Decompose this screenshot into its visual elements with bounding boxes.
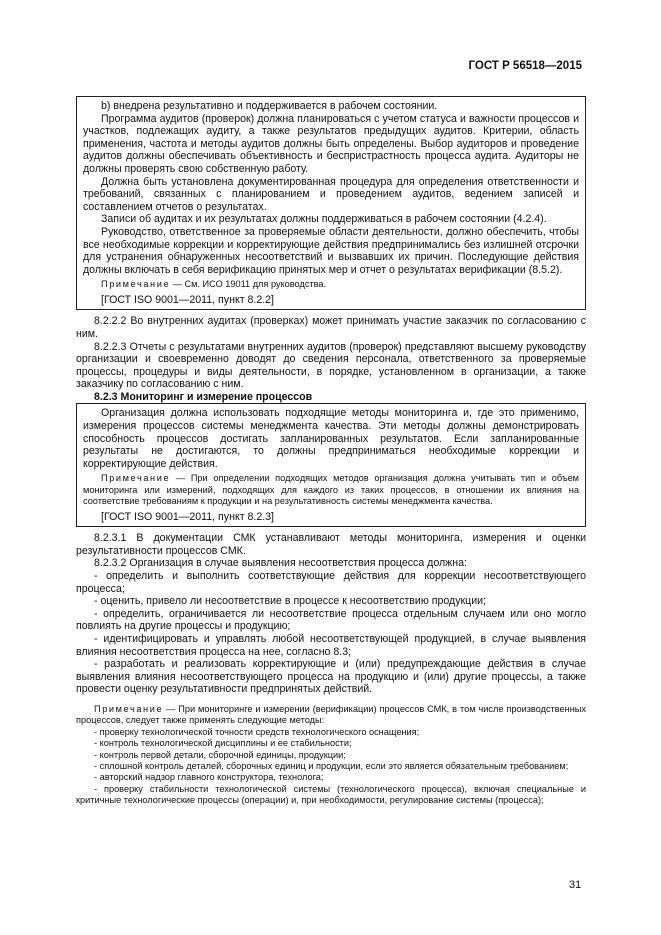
management-responsibility-paragraph: Руководство, ответственное за проверяемые области деятельности, должно обеспечить, чтобы все необходимые коррекции и корректирующие действия предпринимались без излишней отсрочки для устранения обнаруженных несоответствий и вызвавших их причин. Последующие действия должны включать в себя верификацию принятых мер и отчет о результатах верификации (8.5.2). bbox=[83, 225, 579, 276]
note-label: Примечание bbox=[94, 703, 164, 714]
monitoring-methods-paragraph: Организация должна использовать подходящие методы мониторинга и, где это применимо, измерения процессов системы менеджмента качества. Эти методы должны демонстрировать способность процессов достигать запланированных результатов. Если запланированные результаты не достигаются, то должны предприниматься необходимые коррекции и корректирующие действия. bbox=[83, 407, 579, 470]
note-list-item: - проверку стабильности технологической системы (технологического процесса), включая специальные и критичные технологические процессы (операции) и, при необходимости, регулирование системы (процесса); bbox=[76, 783, 586, 806]
note-text: — См. ИСО 19011 для руководства. bbox=[170, 279, 327, 290]
audit-records-paragraph: Записи об аудитах и их результатах должны поддерживаться в рабочем состоянии (4.2.4). bbox=[101, 213, 547, 226]
bullet-item: - идентифицировать и управлять любой несоответствующей продукцией, в случае выявления влияния несоответствия процесса на нее, согласно 8.3; bbox=[76, 633, 586, 658]
note-list-item: - контроль технологической дисциплины и ее стабильности; bbox=[94, 738, 352, 749]
documented-procedure-paragraph: Должна быть установлена документированная процедура для определения ответственности и требований, связанных с планированием и проведением аудитов, ведением записей и составлением отчетов о результатах. bbox=[83, 175, 579, 213]
bullet-item: - оценить, привело ли несоответствие в процессе к несоответствию продукции; bbox=[94, 595, 486, 608]
note-list-item: - контроль первой детали, сборочной единицы, продукции; bbox=[94, 749, 346, 760]
note-text: — При мониторинге и измерении (верификации) процессов СМК, в том числе производственных процессов, следует также применять следующие методы: bbox=[76, 703, 586, 726]
audit-program-paragraph: Программа аудитов (проверок) должна планироваться с учетом статуса и важности процессов и участков, подлежащих аудиту, а также результатов предыдущих аудитов. Критерии, область применения, частота и методы аудитов должны быть определены. Выбор аудиторов и проведение аудитов должны обеспечивать объективность и беспристрастность процесса аудита. Аудиторы не должны проверять свою собственную работу. bbox=[83, 112, 579, 175]
note-label: Примечание bbox=[101, 279, 171, 290]
quoted-standard-box-2 bbox=[76, 403, 586, 527]
note-text: — При определении подходящих методов организация должна учитывать тип и объем мониторинга или измерений, подходящих для каждого из таких процессов, в отношении их влияния на соответствие требованиям к продукции и на результативность системы менеджмента качества. bbox=[83, 473, 579, 507]
clause-8-2-2-3: 8.2.2.3 Отчеты с результатами внутренних аудитов (проверок) представляют высшему руководству организации и своевременно доводят до сведения персонала, ответственного за проверяемые процессы, процедуры и виды деятельности, в порядке, установленном в организации, а также заказчику по согласованию с ним. bbox=[76, 340, 586, 391]
note-list-item: - сплошной контроль деталей, сборочных единиц и продукции, если это является обязательным требованием; bbox=[94, 761, 569, 771]
quoted-standard-box-1 bbox=[76, 96, 586, 310]
bullet-item: - определить, ограничивается ли несоответствие процесса отдельным случаем или оно могло повлиять на другие процессы и продукцию; bbox=[76, 607, 586, 633]
bullet-item: - определить и выполнить соответствующие действия для коррекции несоответствующего процесса; bbox=[76, 570, 586, 595]
note-2 bbox=[83, 473, 579, 507]
note-list-item: - проверку технологической точности средств технологического оснащения; bbox=[94, 726, 420, 737]
note-1 bbox=[83, 279, 579, 290]
bullet-item: - разработать и реализовать корректирующие и (или) предупреждающие действия в случае выявления влияния несоответствующего процесса на продукцию и (или) другие процессы, а также провести оценку результативности предпринятых действий. bbox=[76, 658, 586, 696]
item-b: b) внедрена результативно и поддерживается в рабочем состоянии. bbox=[101, 100, 438, 112]
standard-reference-1: [ГОСТ ISO 9001—2011, пункт 8.2.2] bbox=[101, 293, 274, 306]
page-content bbox=[76, 96, 586, 807]
document-header: ГОСТ Р 56518—2015 bbox=[468, 60, 582, 72]
note-list-item: - авторский надзор главного конструктора, технолога; bbox=[94, 772, 324, 783]
spacer bbox=[76, 696, 586, 704]
clause-8-2-3-1: 8.2.3.1 В документации СМК устанавливают методы мониторинга, измерения и оценки результативности процессов СМК. bbox=[76, 532, 586, 557]
standard-reference-2: [ГОСТ ISO 9001—2011, пункт 8.2.3] bbox=[101, 510, 274, 523]
note-3 bbox=[76, 704, 586, 727]
section-heading-8-2-3: 8.2.3 Мониторинг и измерение процессов bbox=[94, 390, 313, 403]
note-label: Примечание bbox=[101, 473, 171, 484]
clause-8-2-3-2: 8.2.3.2 Организация в случае выявления несоответствия процесса должна: bbox=[94, 557, 467, 570]
page-number: 31 bbox=[569, 879, 582, 891]
clause-8-2-2-2: 8.2.2.2 Во внутренних аудитах (проверках) может принимать участие заказчик по согласованию с ним. bbox=[76, 315, 586, 340]
